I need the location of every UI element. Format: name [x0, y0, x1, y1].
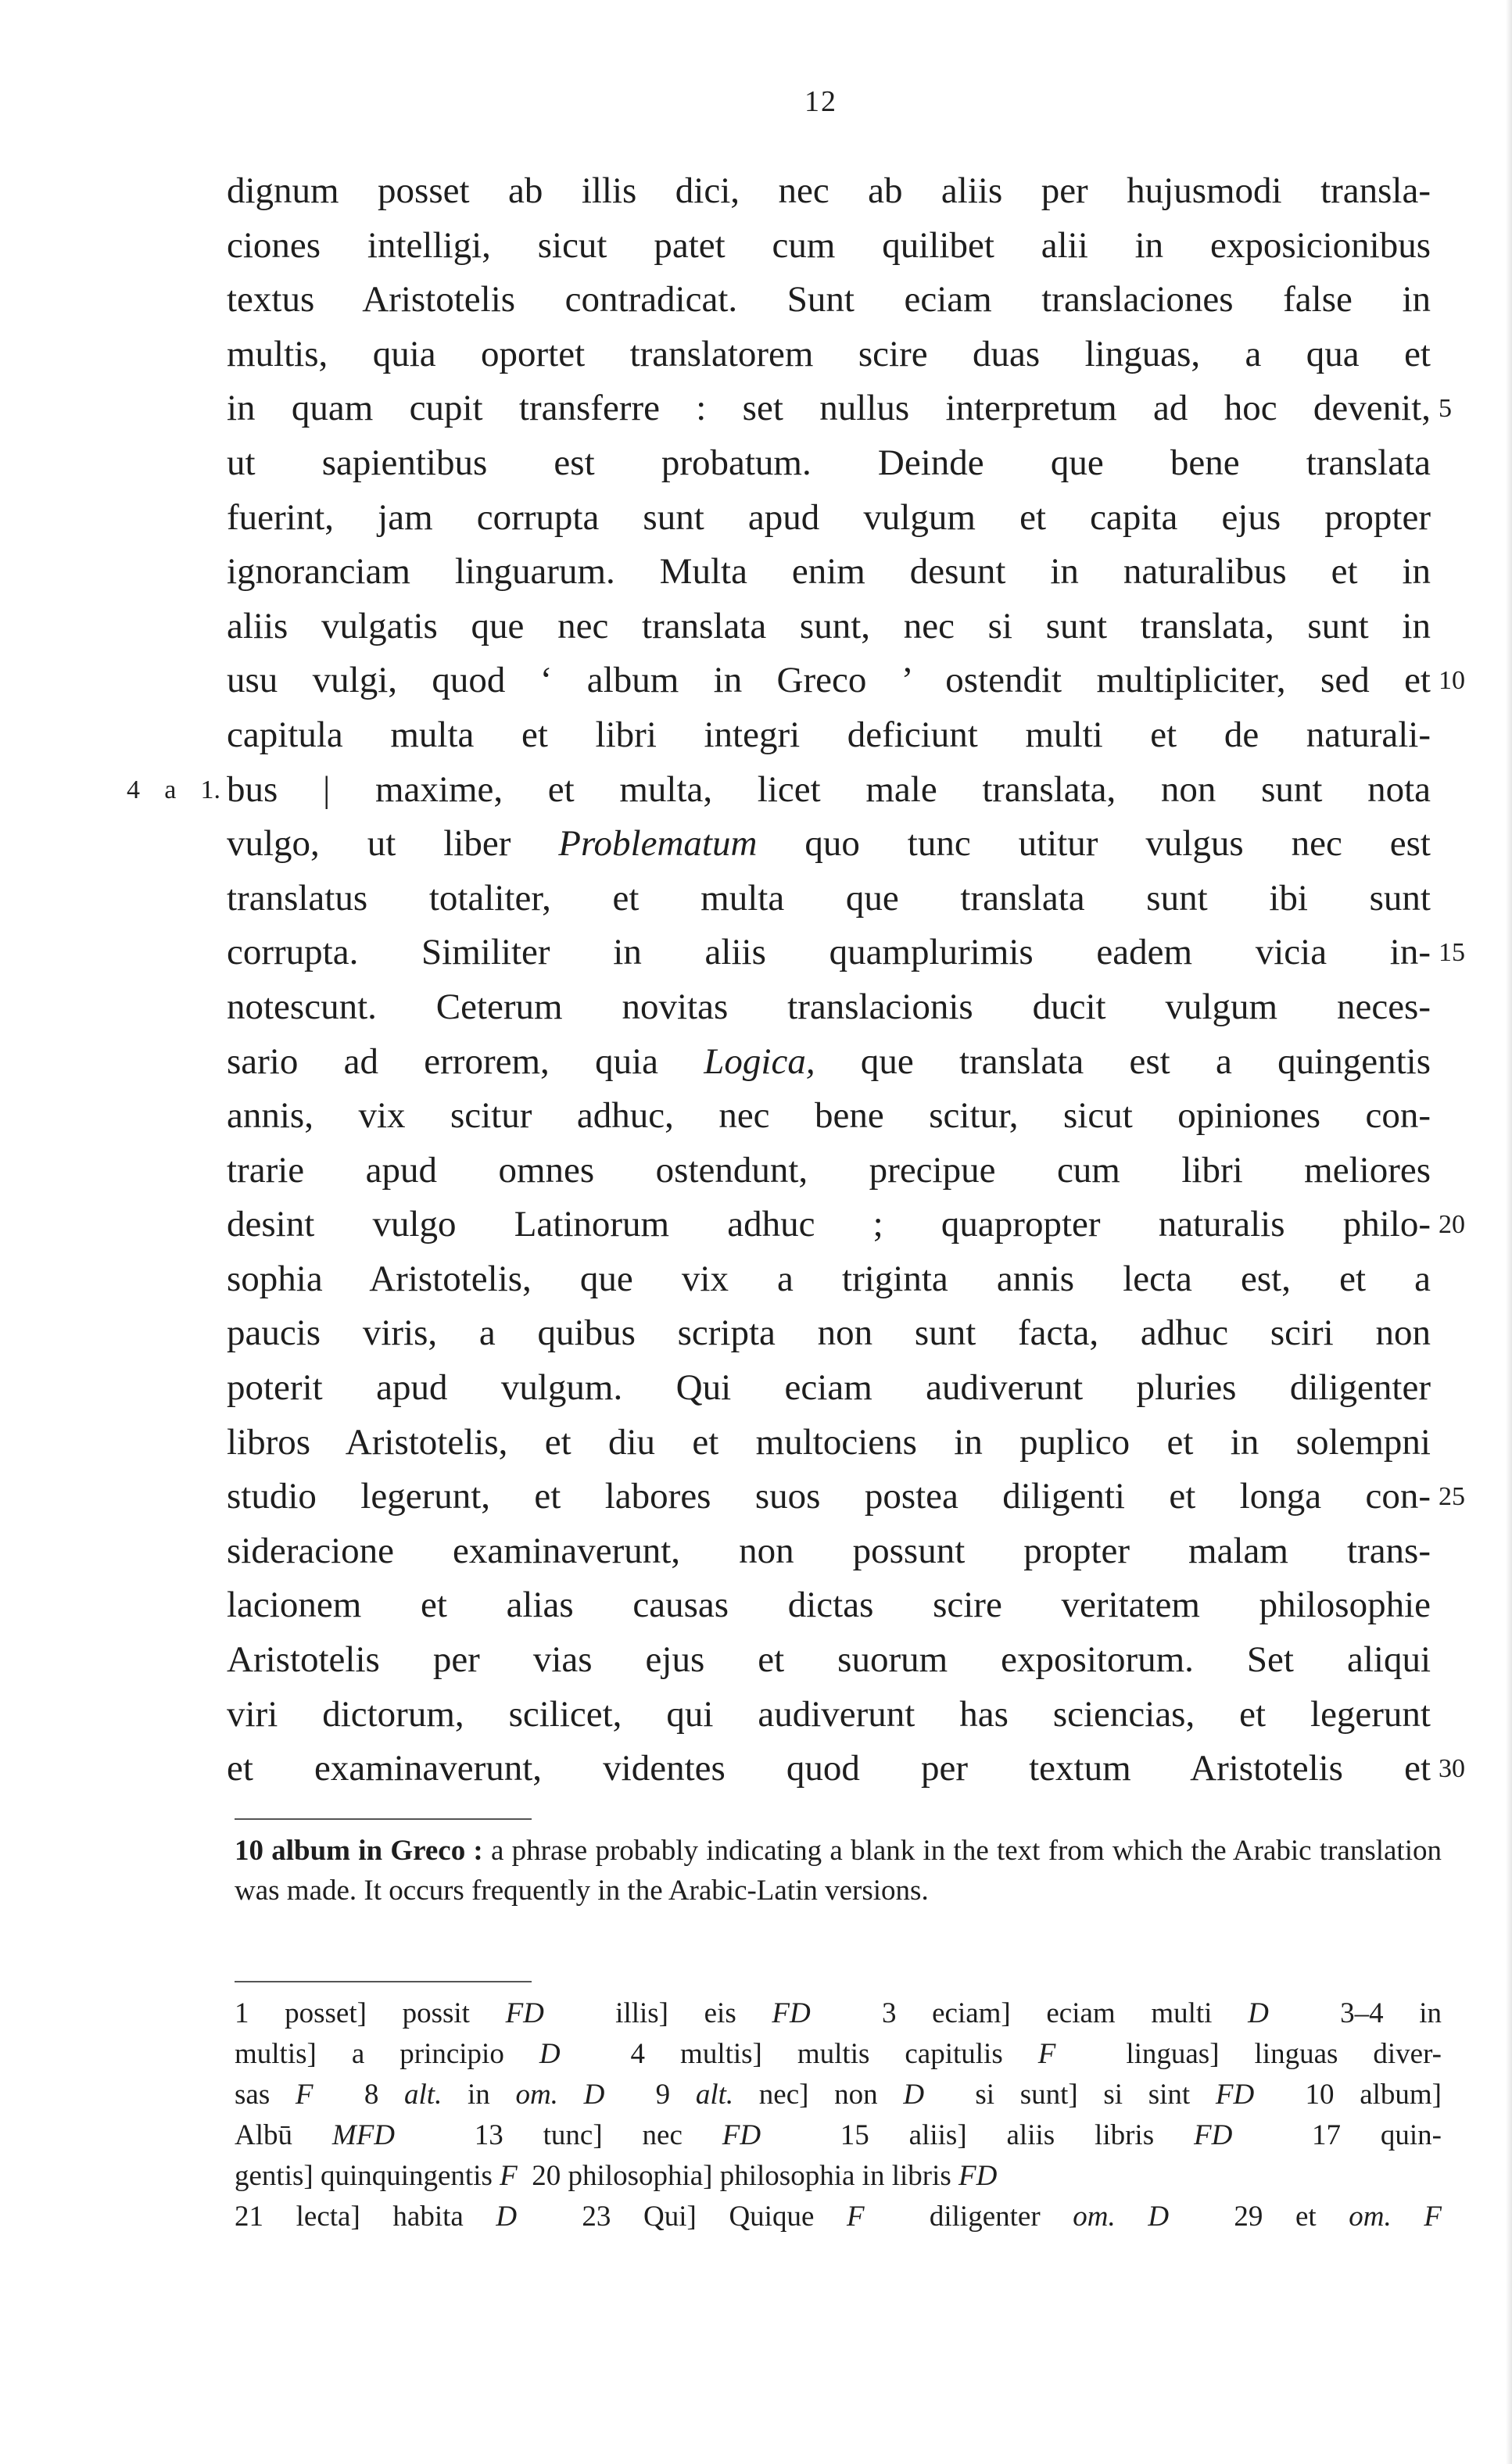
text-line	[227, 219, 1431, 274]
apparatus-line	[235, 2034, 1442, 2075]
apparatus-entry: 3–4 in	[1268, 1997, 1442, 2029]
apparatus-entry: si sunt] si sint	[924, 2079, 1216, 2111]
text-line	[227, 436, 1431, 491]
apparatus-line	[235, 2115, 1442, 2156]
text-line	[227, 1361, 1431, 1416]
folio-reference: 4 a 1.	[127, 775, 220, 804]
line-text: trarie apud omnes ostendunt, precipue cum libri meliores	[227, 1149, 1431, 1191]
text-line	[227, 1633, 1431, 1688]
line-text: desint vulgo Latinorum adhuc ; quapropter naturalis philo-	[227, 1204, 1431, 1245]
text-line	[227, 708, 1431, 763]
line-text: paucis viris, a quibus scripta non sunt facta, adhuc sciri non	[227, 1313, 1431, 1354]
apparatus-entry: linguas] linguas diver-	[1055, 2038, 1442, 2070]
line-text: translatus totaliter, et multa que translata sunt ibi sunt	[227, 877, 1431, 919]
line-text: bus | maxime, et multa, licet male translata, non sunt nota	[227, 768, 1431, 810]
line-text: usu vulgi, quod ‘ album in Greco ’ ostendit multipliciter, sed et	[227, 660, 1431, 701]
line-text: fuerint, jam corrupta sunt apud vulgum et capita ejus propter	[227, 496, 1431, 538]
text-line	[227, 1198, 1465, 1252]
manuscript-siglum: MFD	[331, 2119, 396, 2151]
text-line	[227, 328, 1431, 382]
manuscript-siglum: FD	[722, 2119, 761, 2151]
manuscript-siglum: D	[903, 2079, 925, 2111]
text-line	[227, 1035, 1431, 1090]
apparatus-entry: 29 et	[1169, 2201, 1349, 2233]
note-text: a phrase probably indicating a blank in the text from which the Arabic translation was made. It occurs frequently in the Arabic-Latin versions.	[235, 1835, 1442, 1907]
text-line	[227, 1742, 1465, 1796]
text-line	[227, 1416, 1431, 1470]
apparatus-line	[235, 2156, 1442, 2197]
line-text: quo tunc utitur vulgus nec est	[757, 823, 1431, 865]
apparatus-entry: 17 quin-	[1232, 2119, 1442, 2151]
apparatus-entry: 10 album]	[1254, 2079, 1442, 2111]
manuscript-siglum: D	[539, 2038, 561, 2070]
manuscript-siglum: alt.	[404, 2079, 442, 2111]
line-text: et examinaverunt, videntes quod per textum Aristotelis et	[227, 1748, 1431, 1789]
line-text: ciones intelligi, sicut patet cum quilibet alii in exposicionibus	[227, 224, 1431, 266]
text-line	[127, 763, 1431, 818]
apparatus-entry: 8	[313, 2079, 405, 2111]
manuscript-siglum: FD	[772, 1997, 811, 2029]
line-text: que translata est a quingentis	[815, 1040, 1431, 1082]
italic-title: Problematum	[558, 823, 758, 865]
italic-title: Logica,	[704, 1040, 815, 1082]
manuscript-siglum: om. F	[1349, 2201, 1442, 2233]
line-text: sophia Aristotelis, que vix a triginta annis lecta est, et a	[227, 1258, 1431, 1299]
text-line	[227, 381, 1452, 436]
line-text: vulgo, ut liber	[227, 823, 559, 865]
apparatus-entry: illis] eis	[543, 1997, 772, 2029]
line-text: poterit apud vulgum. Qui eciam audiverunt pluries diligenter	[227, 1367, 1431, 1409]
text-line	[227, 654, 1465, 708]
manuscript-siglum: F	[847, 2201, 865, 2233]
apparatus-entry: 3 eciam] eciam multi	[810, 1997, 1249, 2029]
line-number: 5	[1439, 394, 1452, 424]
manuscript-siglum: D	[496, 2201, 518, 2233]
line-number: 25	[1439, 1482, 1465, 1512]
apparatus-line	[235, 2075, 1442, 2115]
line-text: dignum posset ab illis dici, nec ab aliis per hujusmodi transla-	[227, 170, 1431, 211]
apparatus-entry: gentis] quinquingentis	[235, 2160, 500, 2192]
apparatus-rule	[235, 1981, 532, 1982]
apparatus-entry: 15 aliis] aliis libris	[761, 2119, 1194, 2151]
apparatus-entry: nec] non	[733, 2079, 904, 2111]
apparatus-entry: 13 tunc] nec	[395, 2119, 722, 2151]
line-text: annis, vix scitur adhuc, nec bene scitur, sicut opiniones con-	[227, 1095, 1431, 1137]
text-line	[227, 273, 1431, 328]
apparatus-entry: sas	[235, 2079, 296, 2111]
line-text: textus Aristotelis contradicat. Sunt eciam translaciones false in	[227, 279, 1431, 321]
text-line	[227, 1688, 1431, 1742]
line-text: sideracione examinaverunt, non possunt propter malam trans-	[227, 1530, 1431, 1571]
text-line	[227, 1144, 1431, 1198]
footnote-rule	[235, 1818, 532, 1820]
manuscript-siglum: F	[500, 2160, 518, 2192]
apparatus-entry: in	[442, 2079, 516, 2111]
text-line	[227, 164, 1431, 219]
line-text: in quam cupit transferre : set nullus interpretum ad hoc devenit,	[227, 388, 1431, 429]
line-number: 20	[1439, 1210, 1465, 1240]
manuscript-siglum: FD	[1193, 2119, 1233, 2151]
editorial-note	[235, 1831, 1442, 1911]
line-text: aliis vulgatis que nec translata sunt, nec si sunt translata, sunt in	[227, 605, 1431, 646]
manuscript-siglum: D	[1248, 1997, 1269, 2029]
manuscript-siglum: FD	[1215, 2079, 1255, 2111]
manuscript-siglum: alt.	[695, 2079, 734, 2111]
line-text: ut sapientibus est probatum. Deinde que bene translata	[227, 442, 1431, 483]
note-lemma: 10 album in Greco :	[235, 1835, 483, 1867]
apparatus-line	[235, 2197, 1442, 2237]
text-line	[227, 1470, 1465, 1524]
apparatus-line	[235, 1993, 1442, 2034]
apparatus-entry: 20 philosophia] philosophia in libris	[517, 2160, 958, 2192]
manuscript-siglum: FD	[958, 2160, 998, 2192]
critical-apparatus	[235, 1993, 1442, 2237]
manuscript-siglum: F	[295, 2079, 314, 2111]
line-text: studio legerunt, et labores suos postea diligenti et longa con-	[227, 1476, 1431, 1517]
apparatus-entry: diligenter	[864, 2201, 1073, 2233]
text-line	[227, 926, 1465, 980]
apparatus-entry: 4 multis] multis capitulis	[560, 2038, 1038, 2070]
apparatus-entry: Albū	[235, 2119, 332, 2151]
line-text: viri dictorum, scilicet, qui audiverunt has sciencias, et legerunt	[227, 1693, 1431, 1735]
manuscript-siglum: om. D	[515, 2079, 605, 2111]
text-line	[227, 1089, 1431, 1144]
text-line	[227, 1578, 1431, 1633]
apparatus-entry: 21 lecta] habita	[235, 2201, 496, 2233]
apparatus-entry: multis] a principio	[235, 2038, 539, 2070]
line-number: 10	[1439, 666, 1465, 696]
text-line	[227, 872, 1431, 926]
line-text: notescunt. Ceterum novitas translacionis ducit vulgum neces-	[227, 986, 1431, 1027]
line-text: Aristotelis per vias ejus et suorum expositorum. Set aliqui	[227, 1639, 1431, 1681]
line-text: libros Aristotelis, et diu et multociens in puplico et in solempni	[227, 1421, 1431, 1463]
line-number: 15	[1439, 938, 1465, 968]
main-text-block	[127, 164, 1465, 1796]
line-text: sario ad errorem, quia	[227, 1040, 704, 1082]
line-text: ignoranciam linguarum. Multa enim desunt in naturalibus et in	[227, 551, 1431, 593]
line-text: multis, quia oportet translatorem scire duas linguas, a qua et	[227, 333, 1431, 374]
line-text: capitula multa et libri integri deficiunt multi et de naturali-	[227, 714, 1431, 755]
text-line	[227, 1252, 1431, 1307]
manuscript-siglum: F	[1037, 2038, 1056, 2070]
manuscript-siglum: FD	[505, 1997, 544, 2029]
manuscript-siglum: om. D	[1073, 2201, 1170, 2233]
line-text: corrupta. Similiter in aliis quamplurimis eadem vicia in-	[227, 932, 1431, 973]
text-line	[227, 491, 1431, 546]
text-line	[227, 545, 1431, 600]
apparatus-entry: 1 posset] possit	[235, 1997, 506, 2029]
apparatus-entry: 9	[604, 2079, 696, 2111]
text-line	[227, 817, 1431, 872]
page-number: 12	[804, 85, 837, 118]
apparatus-entry: 23 Qui] Quique	[517, 2201, 847, 2233]
line-text: lacionem et alias causas dictas scire veritatem philosophie	[227, 1585, 1431, 1626]
text-line	[227, 1524, 1431, 1579]
line-number: 30	[1439, 1754, 1465, 1784]
page-edge	[1506, 0, 1512, 2464]
text-line	[227, 980, 1431, 1035]
text-line	[227, 1306, 1431, 1361]
text-line	[227, 600, 1431, 654]
